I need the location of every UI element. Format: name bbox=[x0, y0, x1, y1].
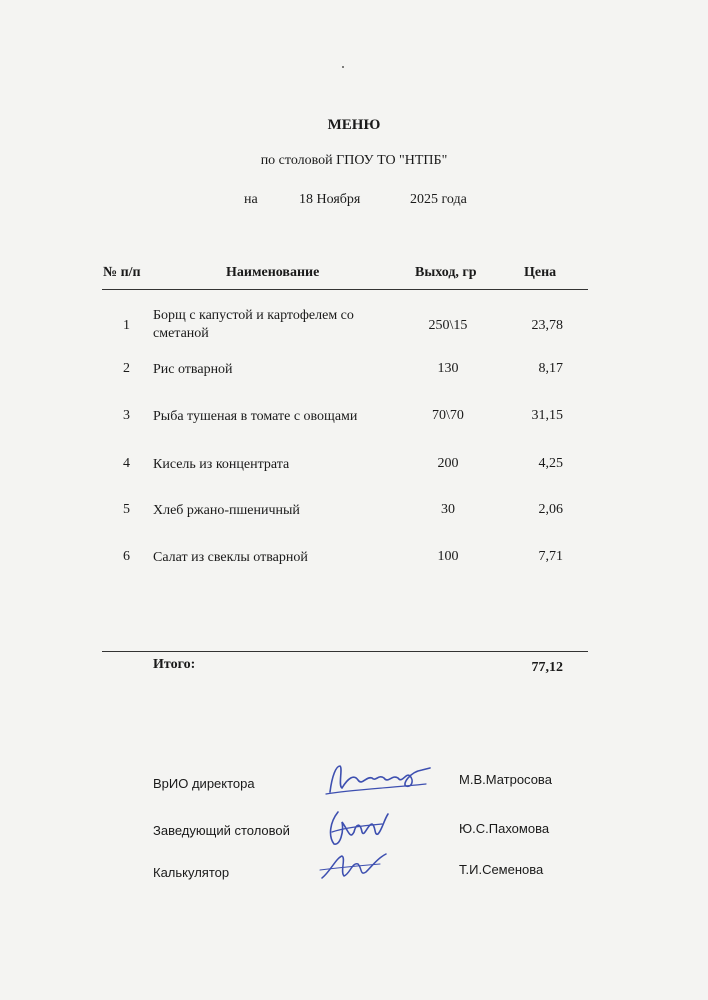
header-yield: Выход, гр bbox=[415, 265, 477, 280]
row-yield: 100 bbox=[437, 549, 459, 564]
row-num: 1 bbox=[123, 318, 130, 333]
signature-name-calculator: Т.И.Семенова bbox=[459, 862, 544, 877]
date-value: 18 Ноября bbox=[299, 192, 361, 207]
handwritten-signature-calculator bbox=[316, 848, 396, 884]
header-num: № п/п bbox=[103, 265, 141, 280]
signature-role-canteen-head: Заведующий столовой bbox=[153, 823, 290, 838]
row-price: 7,71 bbox=[538, 549, 563, 564]
row-name: Борщ с капустой и картофелем со сметаной bbox=[153, 308, 354, 341]
signature-role-director: ВрИО директора bbox=[153, 776, 255, 791]
header-price: Цена bbox=[524, 265, 557, 280]
row-name: Рыба тушеная в томате с овощами bbox=[153, 409, 358, 424]
row-yield: 70\70 bbox=[432, 408, 464, 423]
signature-name-director: М.В.Матросова bbox=[459, 772, 552, 787]
paper-speck bbox=[342, 66, 344, 68]
total-label: Итого: bbox=[153, 657, 196, 672]
signature-role-calculator: Калькулятор bbox=[153, 865, 230, 880]
row-yield: 130 bbox=[437, 361, 459, 376]
row-name: Кисель из концентрата bbox=[153, 457, 290, 472]
signature-name-canteen-head: Ю.С.Пахомова bbox=[459, 821, 550, 836]
document-title: МЕНЮ bbox=[327, 117, 381, 133]
date-prefix: на bbox=[244, 192, 258, 207]
date-year: 2025 года bbox=[410, 192, 467, 207]
document-subtitle: по столовой ГПОУ ТО "НТПБ" bbox=[260, 153, 448, 168]
handwritten-signature-director bbox=[318, 760, 438, 800]
total-rule bbox=[102, 651, 588, 652]
total-value: 77,12 bbox=[531, 660, 563, 675]
row-num: 3 bbox=[123, 408, 130, 423]
header-name: Наименование bbox=[226, 265, 320, 280]
row-yield: 250\15 bbox=[428, 318, 468, 333]
row-name: Рис отварной bbox=[153, 362, 233, 377]
row-num: 2 bbox=[123, 361, 130, 376]
row-name: Салат из свеклы отварной bbox=[153, 550, 308, 565]
handwritten-signature-canteen-head bbox=[320, 802, 400, 852]
row-price: 4,25 bbox=[538, 456, 563, 471]
row-price: 31,15 bbox=[531, 408, 563, 423]
row-name: Хлеб ржано-пшеничный bbox=[153, 503, 300, 518]
row-price: 2,06 bbox=[538, 502, 563, 517]
row-yield: 30 bbox=[441, 502, 455, 517]
row-price: 23,78 bbox=[531, 318, 563, 333]
row-num: 5 bbox=[123, 502, 130, 517]
row-num: 6 bbox=[123, 549, 130, 564]
row-num: 4 bbox=[123, 456, 130, 471]
header-rule bbox=[102, 289, 588, 290]
row-price: 8,17 bbox=[538, 361, 563, 376]
row-yield: 200 bbox=[437, 456, 459, 471]
